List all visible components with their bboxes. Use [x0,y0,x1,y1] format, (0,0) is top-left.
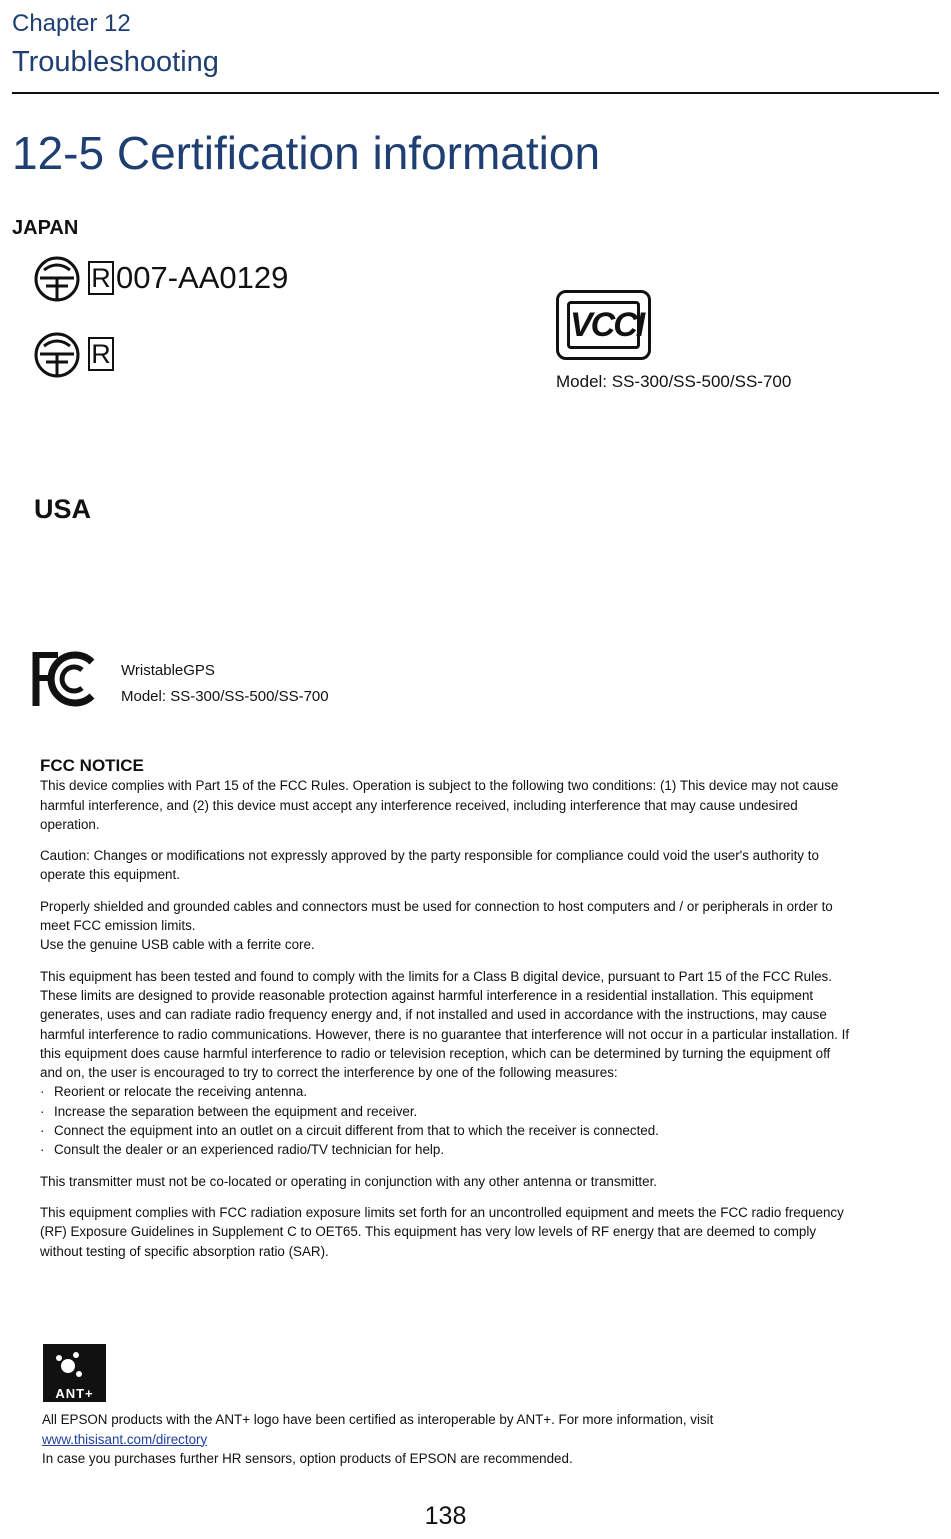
page-number: 138 [424,1502,467,1530]
fcc-notice-heading: FCC NOTICE [40,756,144,775]
chapter-title: Troubleshooting [12,46,219,78]
fcc-product-info [121,658,329,710]
giteki-mark-icon [32,254,82,302]
page-title: 12-5 Certification information [12,127,601,179]
fcc-para-1: This device complies with Part 15 of the FCC Rules. Operation is subject to the following two conditions: (1) This device may not cause harmful interference, and (2) this device must accept any interference received, including interference that may cause undesired operation. [40,778,839,832]
fcc-para-4: This equipment has been tested and found to comply with the limits for a Class B digital device, pursuant to Part 15 of the FCC Rules. These limits are designed to provide reasonable protection against harmful interference in a residential installation. This equipment generates, uses and can radiate radio frequency energy and, if not installed and used in accordance with the instructions, may cause harmful interference to radio communications. However, there is no guarantee that interference will not occur in a particular installation. If this equipment does cause harmful interference to radio or television reception, which can be determined by turning the equipment off and on, the user is encouraged to try to correct the interference by one of the following measures: [40,968,850,1081]
fcc-measures-list [40,1082,855,1159]
header-divider [12,92,939,94]
ant-logo-text: ANT+ [55,1386,94,1401]
japan-cert-mark-1 [32,254,288,302]
ant-plus-logo [43,1344,106,1402]
japan-heading: JAPAN [12,217,79,239]
fcc-model-label: Model: SS-300/SS-500/SS-700 [121,688,329,705]
vcci-logo [556,290,651,360]
fcc-para-5: This transmitter must not be co-located or operating in conjunction with any other antenna or transmitter. [40,1173,658,1189]
r-mark: R [88,337,114,371]
fcc-para-3 [40,897,855,955]
list-item: · Reorient or relocate the receiving antenna. [40,1082,855,1101]
fcc-logo [32,648,104,715]
ant-directory-link[interactable]: www.thisisant.com/directory [42,1431,208,1447]
ant-text-1: All EPSON products with the ANT+ logo have been certified as interoperable by ANT+. For more information, visit [42,1412,714,1427]
ant-info [42,1410,862,1469]
fcc-logo-icon [32,648,104,710]
fcc-para-2: Caution: Changes or modifications not expressly approved by the party responsible for compliance could void the user's authority to operate this equipment. [40,848,819,883]
usa-heading: USA [34,494,92,524]
r-mark: R [88,261,114,295]
list-item: · Connect the equipment into an outlet on a circuit different from that to which the receiver is connected. [40,1121,855,1140]
list-item: · Increase the separation between the equipment and receiver. [40,1102,855,1121]
ant-text-2: In case you purchases further HR sensors, option products of EPSON are recommended. [42,1451,573,1466]
fcc-para-6: This equipment complies with FCC radiation exposure limits set forth for an uncontrolled equipment and meets the FCC radio frequency (RF) Exposure Guidelines in Supplement C to OET65. This equipment has very low levels of RF energy that are deemed to comply without testing of specific absorption ratio (SAR). [40,1204,844,1259]
ant-node-icon [43,1344,106,1384]
japan-cert-mark-2 [32,330,114,378]
list-item: · Consult the dealer or an experienced radio/TV technician for help. [40,1140,855,1159]
vcci-model-label: Model: SS-300/SS-500/SS-700 [556,372,792,391]
fcc-para-3a: Properly shielded and grounded cables and connectors must be used for connection to host computers and / or peripherals in order to meet FCC emission limits. [40,898,833,934]
japan-cert-code: 007-AA0129 [116,260,289,295]
product-name: WristableGPS [121,662,215,679]
chapter-label: Chapter 12 [12,10,131,37]
fcc-notice [40,756,855,1273]
giteki-mark-icon [32,330,82,378]
vcci-logo-text: VCCI [567,301,640,349]
fcc-para-3b: Use the genuine USB cable with a ferrite core. [40,937,315,953]
